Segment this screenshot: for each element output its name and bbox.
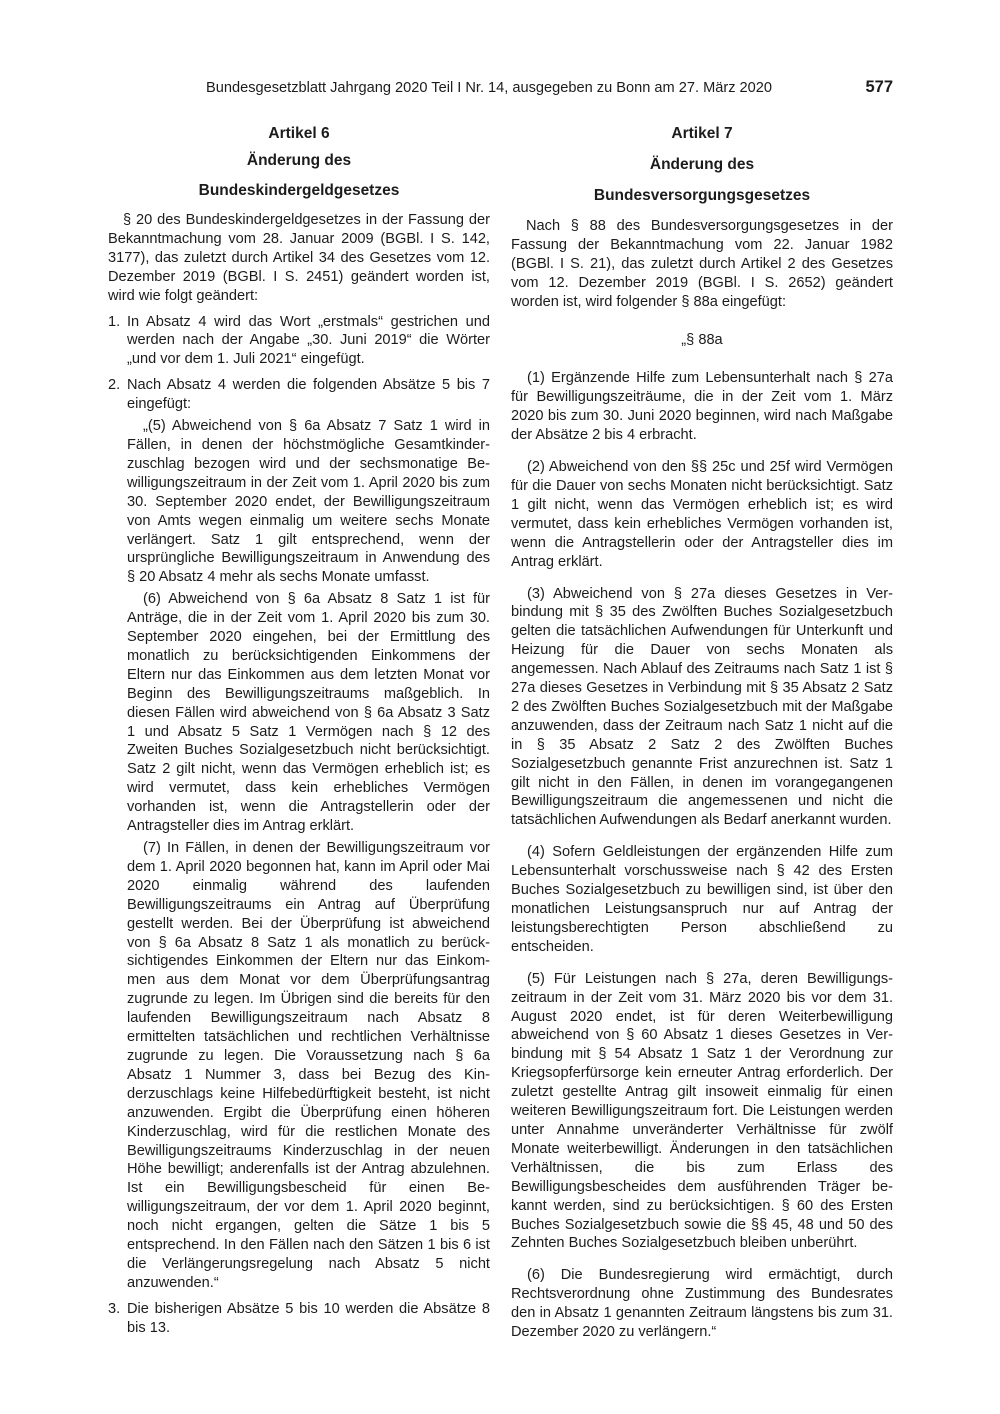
article-6-intro: § 20 des Bundeskindergeldgesetzes in der Fassung der Bekanntmachung vom 28. Januar 2009 (BGBl. I S. 142, 3177), das zuletzt durch Artikel 34 des Gesetzes vom 12. Dezember 2019 (BGBl. I S. 2451) geändert worden ist, wird wie folgt geändert: — [108, 212, 490, 304]
section-88a-paragraph-3: (3) Abweichend von § 27a dieses Gesetzes in Verbindung mit § 35 des Zwölften Buches Sozialgesetzbuch gelten die tatsächlichen Aufwendungen für Unterkunft und Heizung für die Dauer von sechs Monaten als angemessen. Nach Ablauf des Zeitraums nach Satz 1 ist § 27a dieses Gesetzes in Verbindung mit § 35 Absatz 2 Satz 2 des Zwölften Buches Sozialgesetzbuch mit der Maßgabe anzuwenden, dass der Zeitraum nach Satz 1 nicht auf die in § 35 Absatz 2 Satz 2 des Zwölften Buches Sozialgesetzbuch genannte Frist anzurechnen ist. Satz 1 gilt nicht in den Fällen, in denen im vorangegangenen Bewilligungszeitraum die angemessenen und nicht die tatsächlichen Aufwendungen als Bedarf anerkannt wurden. — [511, 585, 893, 829]
list-item — [108, 313, 490, 370]
article-6-subtitle-line1: Änderung des — [246, 152, 352, 169]
column-left — [108, 124, 490, 1338]
inserted-paragraph-5: „(5) Abweichend von § 6a Absatz 7 Satz 1 wird in Fällen, in denen der höchstmögliche Gesamtkinderzuschlag bezogen wird und der sechsmonatige Bewilligungszeitraum in der Zeit vom 1. April 2020 bis zum 30. September 2020 endet, der Bewilligungszeitraum von Amts wegen einmalig um weitere sechs Monate verlängert. Satz 1 gilt entsprechend, wenn der ursprüngliche Bewilligungszeitraum in Anwendung des § 20 Absatz 4 mehr als sechs Monate umfasst. — [127, 418, 490, 586]
list-item-number: 1. — [108, 313, 121, 330]
page-number: 577 — [865, 78, 893, 96]
list-item — [108, 376, 490, 1293]
page-header — [108, 78, 893, 102]
inserted-paragraph-6: (6) Abweichend von § 6a Absatz 8 Satz 1 ist für Anträge, die in der Zeit vom 1. April 2020 bis zum 30. September 2020 eingehen, bei der Ermittlung des monatlich zu berücksichtigenden Einkommens der Eltern nur das Einkommen aus dem letzten Monat vor Beginn des Bewilligungszeitraums maßgeblich. In diesen Fällen wird abweichend von § 6a Absatz 3 Satz 1 und Absatz 5 Satz 1 Vermögen nach § 12 des Zweiten Buches Sozialgesetzbuch nicht berücksichtigt. Satz 2 gilt nicht, wenn das Vermögen erheblich ist; es wird vermutet, dass kein erhebliches Vermögen vorhanden ist, wenn die Antragstellerin oder der Antragsteller dies im Antrag erklärt. — [127, 591, 490, 835]
section-88a-paragraph-1: (1) Ergänzende Hilfe zum Lebensunterhalt nach § 27a für Bewilligungszeiträume, die in der Zeit vom 1. März 2020 bis zum 30. Juni 2020 beginnen, wird nach Maßgabe der Absätze 2 bis 4 erbracht. — [511, 370, 893, 444]
list-item-number: 3. — [108, 1300, 121, 1317]
list-item-number: 2. — [108, 377, 121, 394]
inserted-paragraph-7: (7) In Fällen, in denen der Bewilligungszeitraum vor dem 1. April 2020 begonnen hat, kann im April oder Mai 2020 einmalig während des laufenden Bewilligungszeitraums ein Antrag auf Überprüfung gestellt werden. Bei der Überprüfung ist abweichend von § 6a Absatz 8 Satz 1 als monatlich zu berücksichtigendes Einkommen der Eltern nur das Einkommen aus dem Monat vor dem Überprüfungsantrag zugrunde zu legen. Im Übrigen sind die bereits für den laufenden Bewilligungszeitraum nach Absatz 8 ermittelten tatsächlichen und rechtlichen Verhältnisse zugrunde zu legen. Die Voraussetzung nach § 6a Absatz 1 Nummer 3, dass bei Bezug des Kinderzuschlags keine Hilfebedürftigkeit besteht, ist nicht anzuwenden. Ergibt die Überprüfung einen höheren Kinderzuschlag, wird für die restlichen Monate des Bewilligungszeitraums Kinderzuschlag in der neuen Höhe bewilligt; anderenfalls ist der Antrag abzulehnen. Ist ein Bewilligungsbescheid für einen Bewilligungszeitraum, der vor dem 1. April 2020 beginnt, noch nicht ergangen, gelten die Sätze 1 bis 5 entsprechend. In den Fällen nach den Sätzen 1 bis 6 ist die Verlängerungsregelung nach Absatz 5 nicht anzuwenden.“ — [127, 840, 490, 1291]
article-6-subtitle-line2: Bundeskindergeldgesetzes — [198, 182, 400, 199]
column-right — [511, 124, 893, 1342]
section-88a-paragraph-6: (6) Die Bundesregierung wird ermächtigt, durch Rechtsverordnung ohne Zustimmung des Bundesrates den in Absatz 1 genannten Zeitraum längstens bis zum 31. Dezember 2020 zu verlängern.“ — [511, 1267, 893, 1341]
article-7-title: Artikel 7 — [671, 125, 733, 142]
section-88a-heading: „§ 88a — [681, 331, 723, 348]
article-7-subtitle-line2: Bundesversorgungsgesetzes — [593, 187, 811, 204]
section-88a-paragraph-2: (2) Abweichend von den §§ 25c und 25f wird Vermögen für die Dauer von sechs Monaten nicht berücksichtigt. Satz 1 gilt nicht, wenn das Vermögen erheblich ist; es wird vermutet, dass kein erhebliches Vermögen vorhanden ist, wenn die Antragstellerin oder der Antragsteller dies im Antrag erklärt. — [511, 459, 893, 570]
list-item — [108, 1300, 490, 1338]
article-7-subtitle-line1: Änderung des — [649, 156, 755, 173]
section-88a-paragraph-4: (4) Sofern Geldleistungen der ergänzenden Hilfe zum Lebensunterhalt vorschussweise nach § 42 des Ersten Buches Sozialgesetzbuch zu bewilligen sind, ist über den monatlichen Leistungsanspruch nur auf Antrag der leistungsberechtigten Person abschließend zu entscheiden. — [511, 844, 893, 955]
list-item-text: Die bisherigen Absätze 5 bis 10 werden die Absätze 8 bis 13. — [127, 1300, 490, 1336]
article-6-title: Artikel 6 — [268, 125, 330, 142]
list-item-text: Nach Absatz 4 werden die folgenden Absätze 5 bis 7 eingefügt: — [127, 377, 490, 413]
list-item-text: In Absatz 4 wird das Wort „erstmals“ gestrichen und werden nach der Angabe „30. Juni 2019“ die Wörter „und vor dem 1. Juli 2021“ eingefügt. — [127, 313, 490, 368]
inserted-paragraphs — [127, 417, 490, 1293]
article-7-intro: Nach § 88 des Bundesversorgungsgesetzes in der Fassung der Bekanntmachung vom 22. Januar 1982 (BGBl. I S. 21), das zuletzt durch Artikel 2 des Gesetzes vom 12. Dezember 2019 (BGBl. I S. 2652) geändert worden ist, wird folgender § 88a eingefügt: — [511, 218, 893, 310]
section-88a-paragraph-5: (5) Für Leistungen nach § 27a, deren Bewilligungszeitraum in der Zeit vom 31. März 2020 bis vor dem 31. August 2020 endet, ist für deren Weiterbewilligung abweichend von § 60 Absatz 1 dieses Gesetzes in Verbindung mit § 54 Absatz 1 Satz 1 der Verordnung zur Kriegsopferfürsorge kein erneuter Antrag erforderlich. Der zuletzt gestellte Antrag gilt insoweit einmalig für einen weiteren Bewilligungszeitraum fort. Die Leistungen werden unter Annahme unveränderter Verhältnisse für zwölf Monate weiterbewilligt. Änderungen in den tatsächlichen Verhältnissen, die bis zum Erlass des Bewilligungsbescheides dem ausführenden Träger bekannt werden, sind zu berücksichtigen. § 60 des Ersten Buches Sozialgesetzbuch sowie die §§ 45, 48 und 50 des Zehnten Buches Sozialgesetzbuch bleiben unberührt. — [511, 970, 893, 1252]
header-gazette-line: Bundesgesetzblatt Jahrgang 2020 Teil I Nr. 14, ausgegeben zu Bonn am 27. März 2020 — [206, 80, 773, 96]
